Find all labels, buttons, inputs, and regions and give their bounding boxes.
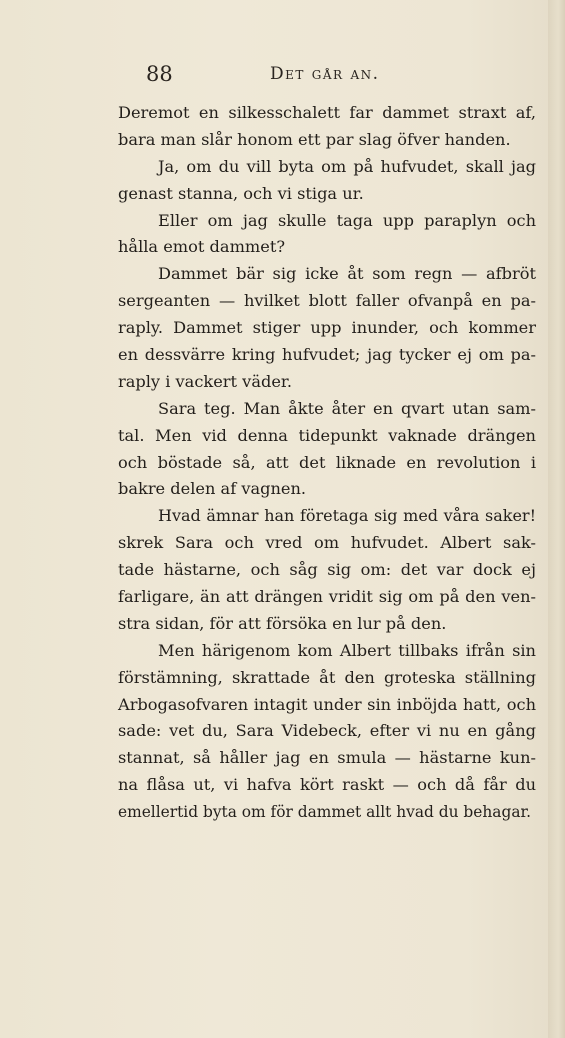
text-line: Men härigenom kom Albert tillbaks ifrån sin xyxy=(158,640,536,660)
text-line: tal. Men vid denna tidepunkt vaknade drängen xyxy=(118,425,536,445)
text-line: sade: vet du, Sara Videbeck, efter vi nu en gång xyxy=(118,721,536,741)
text-line: och böstade så, att det liknade en revolution i xyxy=(118,452,536,472)
text-line: na flåsa ut, vi hafva kört raskt — och då får du xyxy=(118,775,536,795)
running-title: Det går an. xyxy=(270,64,380,84)
text-line: Eller om jag skulle taga upp paraplyn och xyxy=(158,210,536,230)
text-line: tade hästarne, och såg sig om: det var dock ej xyxy=(118,560,536,580)
text-line: bakre delen af vagnen. xyxy=(118,479,307,499)
body-text xyxy=(118,100,536,826)
text-line: raply. Dammet stiger upp inunder, och kommer xyxy=(118,318,536,338)
text-line: bara man slår honom ett par slag öfver handen. xyxy=(118,129,511,149)
text-line: Dammet bär sig icke åt som regn — afbröt xyxy=(158,264,536,284)
text-line: Ja, om du vill byta om på hufvudet, skall jag xyxy=(158,156,536,176)
text-line: raply i vackert väder. xyxy=(118,371,293,391)
text-line: stannat, så håller jag en smula — hästarne kun- xyxy=(118,748,536,768)
text-line: Arbogasofvaren intagit under sin inböjda hatt, och xyxy=(118,694,536,714)
page-number: 88 xyxy=(146,62,173,86)
text-line: emellertid byta om för dammet allt hvad du behagar. xyxy=(118,803,532,822)
text-line: hålla emot dammet? xyxy=(118,237,286,257)
text-line: skrek Sara och vred om hufvudet. Albert sak- xyxy=(118,533,536,553)
text-line: förstämning, skrattade åt den groteska ställning xyxy=(118,667,536,687)
text-line: Sara teg. Man åkte åter en qvart utan sam- xyxy=(158,398,536,418)
text-line: stra sidan, för att försöka en lur på den. xyxy=(118,613,447,633)
text-line: en dessvärre kring hufvudet; jag tycker ej om pa- xyxy=(118,345,536,365)
text-line: Hvad ämnar han företaga sig med våra saker! xyxy=(158,506,536,526)
text-line: farligare, än att drängen vridit sig om på den ven- xyxy=(118,587,536,607)
running-head xyxy=(0,62,548,92)
text-line: sergeanten — hvilket blott faller ofvanpå en pa- xyxy=(118,291,536,311)
text-line: genast stanna, och vi stiga ur. xyxy=(118,183,364,203)
page-edge xyxy=(548,0,565,1038)
text-line: Deremot en silkesschalett far dammet straxt af, xyxy=(118,103,536,122)
